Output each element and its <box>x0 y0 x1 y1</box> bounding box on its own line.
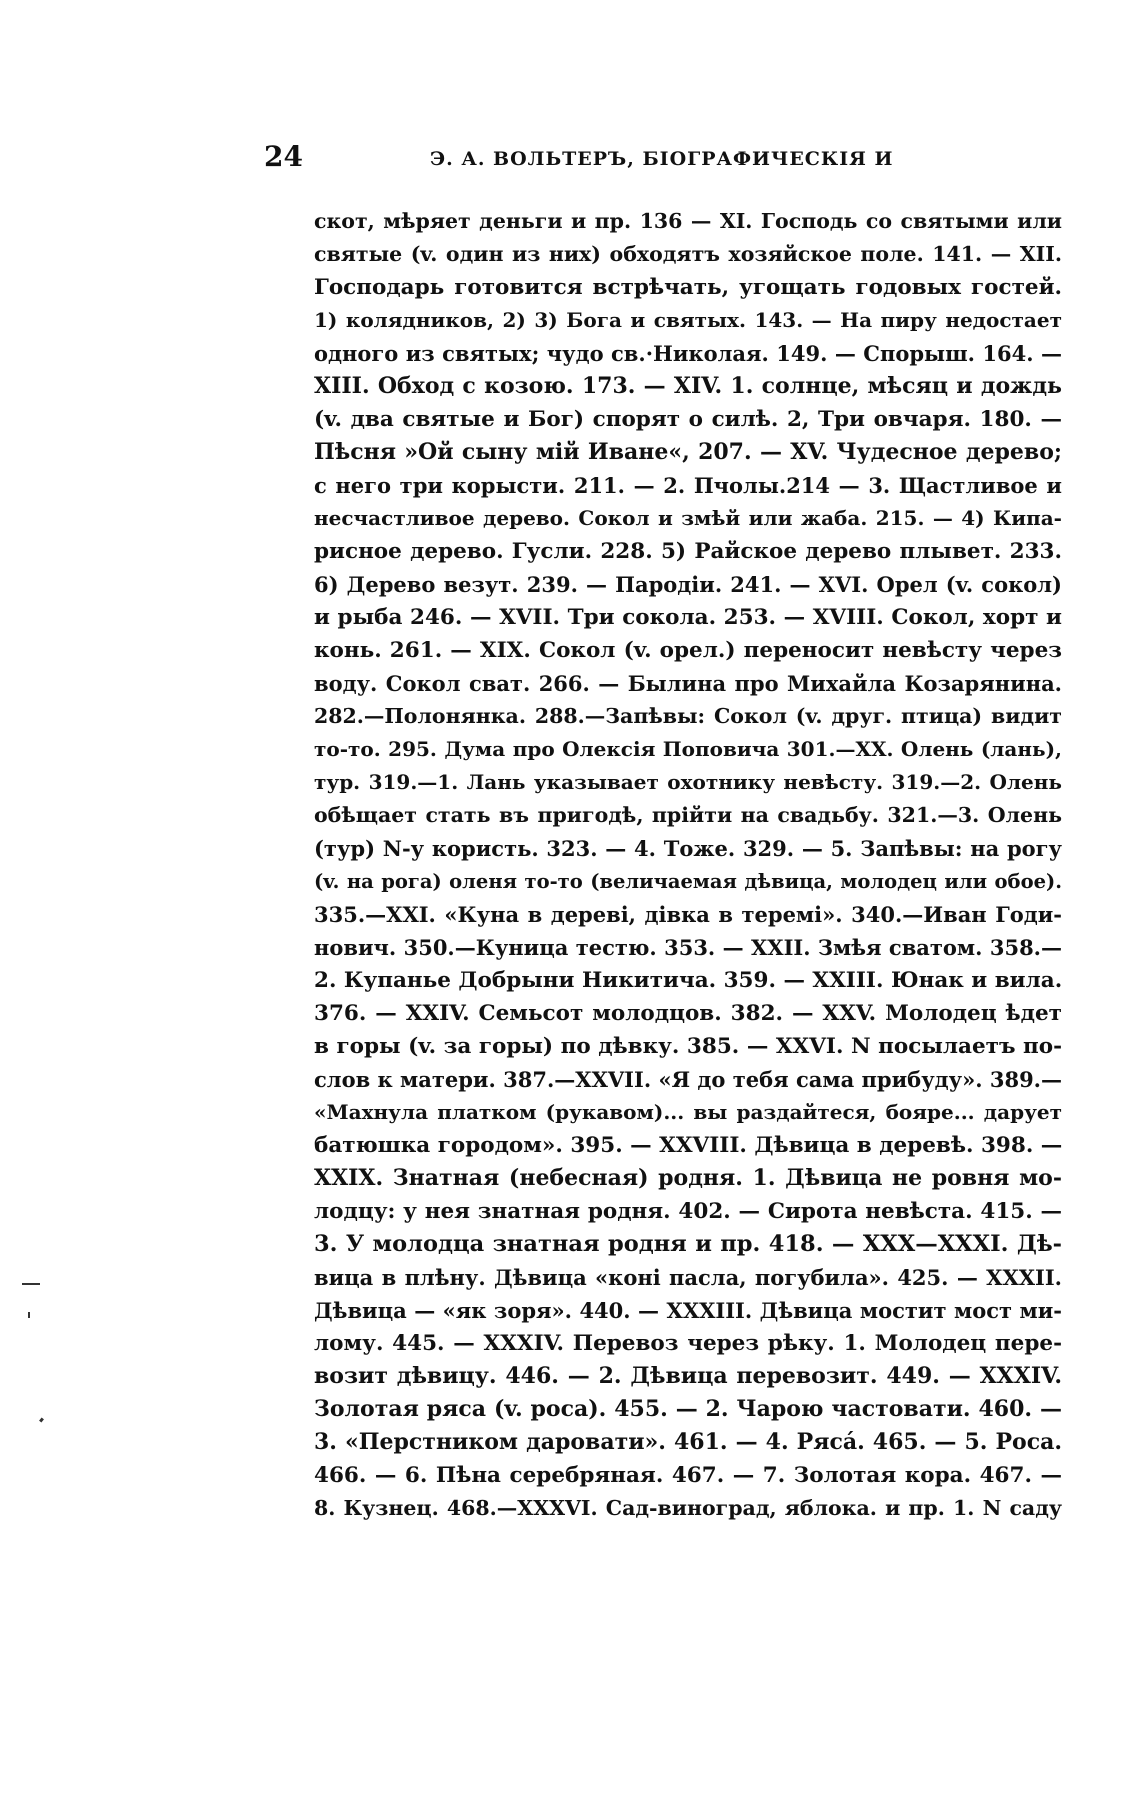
text-line: слов к матери. 387.—XXVII. «Я до тебя сама прибуду». 389.— <box>314 1067 1062 1092</box>
text-line: несчастливое дерево. Сокол и змѣй или жаба. 215. — 4) Кипа- <box>314 506 1062 530</box>
text-line: батюшка городом». 395. — XXVIII. Дѣвица в деревѣ. 398. — <box>314 1133 1063 1158</box>
text-line: 2. Купанье Добрыни Никитича. 359. — XXIII. Юнак и вила. <box>314 968 1063 993</box>
margin-mark <box>22 1283 40 1285</box>
text-line: конь. 261. — XIX. Сокол (v. орел.) переносит невѣсту через <box>314 638 1062 663</box>
text-line: и рыба 246. — XVII. Три сокола. 253. — XVIII. Сокол, хорт и <box>314 605 1062 630</box>
text-line: то-то. 295. Дума про Олексія Поповича 301.—XX. Олень (лань), <box>314 737 1062 761</box>
margin-mark <box>39 1418 44 1423</box>
text-line: нович. 350.—Куница тестю. 353. — XXII. Змѣя сватом. 358.— <box>314 935 1062 960</box>
running-header: Э. А. ВОЛЬТЕРЪ, БІОГРАФИЧЕСКІЯ И <box>430 148 894 170</box>
text-line: 282.—Полонянка. 288.—Запѣвы: Сокол (v. друг. птица) видит <box>314 704 1062 728</box>
page-number: 24 <box>264 140 303 173</box>
text-line: 3. У молодца знатная родня и пр. 418. — XXX—XXXI. Дѣ- <box>314 1231 1062 1257</box>
text-line: воду. Сокол сват. 266. — Былина про Михайла Козарянина. <box>314 671 1062 696</box>
text-line: Пѣсня »Ой сыну мій Иване«, 207. — XV. Чудесное дерево; <box>314 439 1062 465</box>
text-line: 6) Дерево везут. 239. — Пародіи. 241. — XVI. Орел (v. сокол) <box>314 572 1062 597</box>
text-line: Дѣвица — «як зоря». 440. — XXXIII. Дѣвица мостит мост ми- <box>314 1298 1062 1323</box>
text-line: скот, мѣряет деньги и пр. 136 — XI. Господь со святыми или <box>314 209 1062 233</box>
text-line: в горы (v. за горы) по дѣвку. 385. — XXVI. N посылаетъ по- <box>314 1034 1062 1059</box>
body-text <box>314 205 1062 1525</box>
text-line: святые (v. один из них) обходятъ хозяйское поле. 141. — XII. <box>314 242 1062 266</box>
text-line: 376. — XXIV. Семьсот молодцов. 382. — XXV. Молодец ѣдет <box>314 1001 1062 1026</box>
text-line: вица в плѣну. Дѣвица «коні пасла, погубила». 425. — XXXII. <box>314 1265 1062 1290</box>
text-line: возит дѣвицу. 446. — 2. Дѣвица перевозит. 449. — XXXIV. <box>314 1363 1062 1389</box>
text-line: (v. на рога) оленя то-то (величаемая дѣвица, молодец или обое). <box>314 870 1062 893</box>
text-line: лому. 445. — XXXIV. Перевоз через рѣку. 1. Молодец пере- <box>314 1331 1062 1356</box>
text-line: XXIX. Знатная (небесная) родня. 1. Дѣвица не ровня мо- <box>314 1165 1062 1191</box>
text-line: 466. — 6. Пѣна серебряная. 467. — 7. Золотая кора. 467. — <box>314 1463 1062 1488</box>
text-line: Господарь готовится встрѣчать, угощать годовых гостей. <box>314 275 1062 300</box>
text-line: XIII. Обход с козою. 173. — XIV. 1. солнце, мѣсяц и дождь <box>314 373 1062 399</box>
text-line: 1) колядников, 2) 3) Бога и святых. 143. — На пиру недостает <box>314 308 1062 332</box>
text-line: одного из святых; чудо св.·Николая. 149. — Спорыш. 164. — <box>314 341 1062 366</box>
text-line: «Махнула платком (рукавом)... вы раздайтеся, бояре... дарует <box>314 1100 1062 1124</box>
text-line: Золотая ряса (v. роса). 455. — 2. Чарою частовати. 460. — <box>314 1396 1062 1422</box>
text-line: лодцу: у нея знатная родня. 402. — Сирота невѣста. 415. — <box>314 1199 1062 1224</box>
text-line: с него три корысти. 211. — 2. Пчолы.214 — 3. Щастливое и <box>314 473 1062 498</box>
text-line: 8. Кузнец. 468.—XXXVI. Сад-виноград, яблока. и пр. 1. N саду <box>314 1496 1062 1520</box>
text-line: 3. «Перстником даровати». 461. — 4. Рясá. 465. — 5. Роса. <box>314 1429 1062 1455</box>
text-line: тур. 319.—1. Лань указывает охотнику невѣсту. 319.—2. Олень <box>314 770 1062 794</box>
text-line: обѣщает стать въ пригодѣ, прійти на свадьбу. 321.—3. Олень <box>314 803 1062 827</box>
text-line: (тур) N-у користь. 323. — 4. Тоже. 329. — 5. Запѣвы: на рогу <box>314 836 1062 861</box>
text-line: 335.—XXI. «Куна в дереві, дівка в теремі». 340.—Иван Годи- <box>314 902 1062 927</box>
text-line: (v. два святые и Бог) спорят о силѣ. 2, Три овчаря. 180. — <box>314 407 1062 432</box>
text-line: рисное дерево. Гусли. 228. 5) Райское дерево плывет. 233. <box>314 539 1062 564</box>
margin-mark <box>28 1312 30 1318</box>
